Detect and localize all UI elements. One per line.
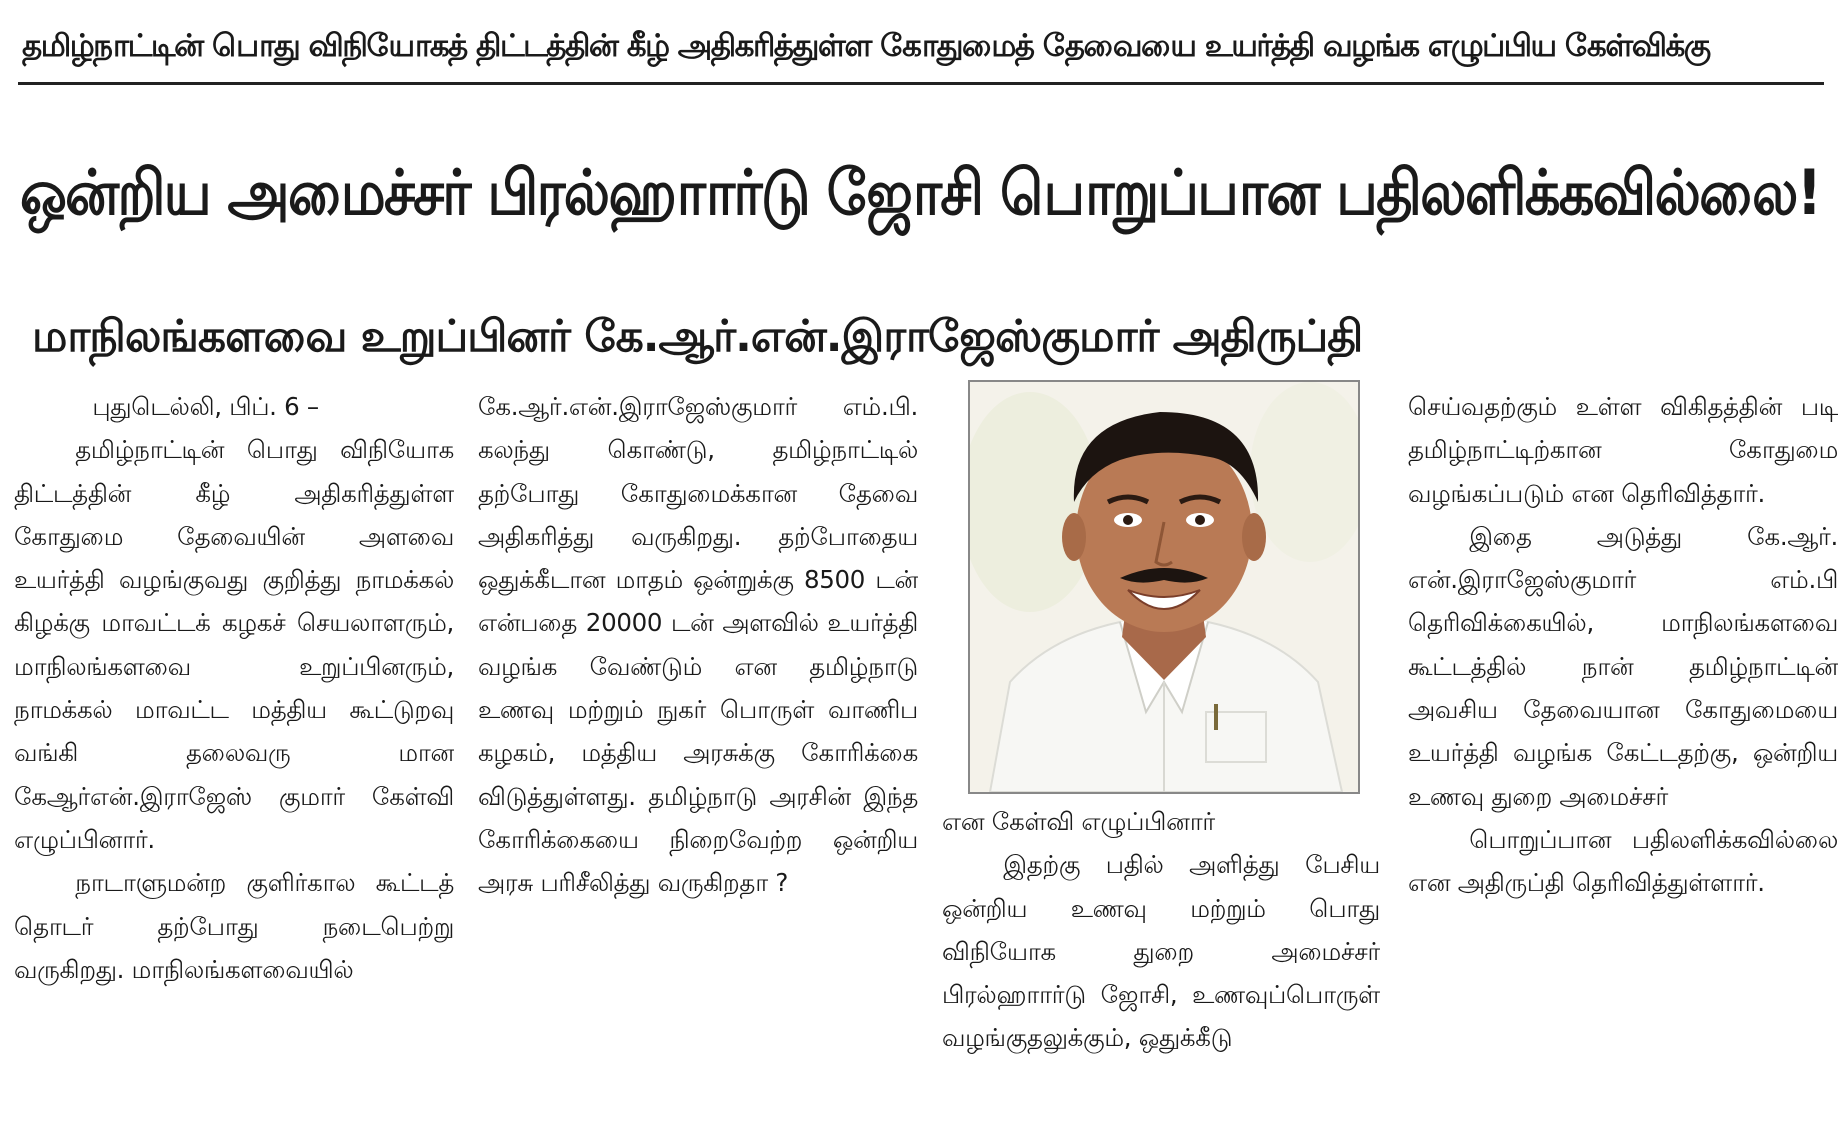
article-kicker: தமிழ்நாட்டின் பொது விநியோகத் திட்டத்தின் கீழ் அதிகரித்துள்ள கோதுமைத் தேவையை உயர்த்தி வழங்க எழுப்பிய கேள்விக்கு <box>22 28 1710 64</box>
paragraph: பொறுப்பான பதிலளிக்கவில்லை என அதிருப்தி தெரிவித்துள்ளார். <box>1408 824 1838 898</box>
paragraph: செய்வதற்கும் உள்ள விகிதத்தின் படி தமிழ்நாட்டிற்கான கோதுமை வழங்கப்படும் என தெரிவித்தார். <box>1408 392 1838 508</box>
article-column-4 <box>1408 385 1838 1130</box>
article-subheadline: மாநிலங்களவை உறுப்பினர் கே.ஆர்.என்.இராஜேஸ்குமார் அதிருப்தி <box>32 311 1363 362</box>
mp-portrait-photo <box>968 380 1360 794</box>
kicker-rule <box>18 82 1824 85</box>
article-column-1 <box>14 385 454 1130</box>
paragraph: நாடாளுமன்ற குளிர்கால கூட்டத் தொடர் தற்போது நடைபெற்று வருகிறது. மாநிலங்களவையில் <box>14 868 454 984</box>
paragraph: கே.ஆர்.என்.இராஜேஸ்குமார் எம்.பி. கலந்து கொண்டு, தமிழ்நாட்டில் தற்போது கோதுமைக்கான தேவை அதிகரித்து வருகிறது. தற்போதைய ஒதுக்கீடான மாதம் ஒன்றுக்கு 8500 டன் என்பதை 20000 டன் அளவில் உயர்த்தி வழங்க வேண்டும் என தமிழ்நாடு உணவு மற்றும் நுகர் பொருள் வாணிப கழகம், மத்திய அரசுக்கு கோரிக்கை விடுத்துள்ளது. தமிழ்நாடு அரசின் இந்த கோரிக்கையை நிறைவேற்ற ஒன்றிய அரசு பரிசீலித்து வருகிறதா ? <box>478 392 918 898</box>
dateline: புதுடெல்லி, பிப். 6 – <box>92 392 319 421</box>
paragraph: இதை அடுத்து கே.ஆர். என்.இராஜேஸ்குமார் எம்.பி தெரிவிக்கையில், மாநிலங்களவை கூட்டத்தில் நான் தமிழ்நாட்டின் அவசிய தேவையான கோதுமையை உயர்த்தி வழங்க கேட்டதற்கு, ஒன்றிய உணவு துறை அமைச்சர் <box>1408 521 1838 811</box>
article-column-2 <box>478 385 918 1130</box>
paragraph: இதற்கு பதில் அளித்து பேசிய ஒன்றிய உணவு மற்றும் பொது விநியோக துறை அமைச்சர் பிரல்ஹாார்டு ஜோசி, உணவுப்பொருள் வழங்குதலுக்கும், ஒதுக்கீடு <box>942 850 1380 1053</box>
article-headline: ஒன்றிய அமைச்சர் பிரல்ஹாார்டு ஜோசி பொறுப்பான பதிலளிக்கவில்லை! <box>20 156 1821 229</box>
portrait-illustration <box>970 382 1358 792</box>
article-column-3 <box>942 800 1380 1130</box>
paragraph: தமிழ்நாட்டின் பொது விநியோக திட்டத்தின் கீழ் அதிகரித்துள்ள கோதுமை தேவையின் அளவை உயர்த்தி வழங்குவது குறித்து நாமக்கல் கிழக்கு மாவட்டக் கழகச் செயலாளரும், மாநிலங்களவை உறுப்பினரும், நாமக்கல் மாவட்ட மத்திய கூட்டுறவு வங்கி தலைவரு மான கேஆர்என்.இராஜேஸ் குமார் கேள்வி எழுப்பினார். <box>14 435 454 854</box>
paragraph: என கேள்வி எழுப்பினார் <box>942 807 1215 836</box>
